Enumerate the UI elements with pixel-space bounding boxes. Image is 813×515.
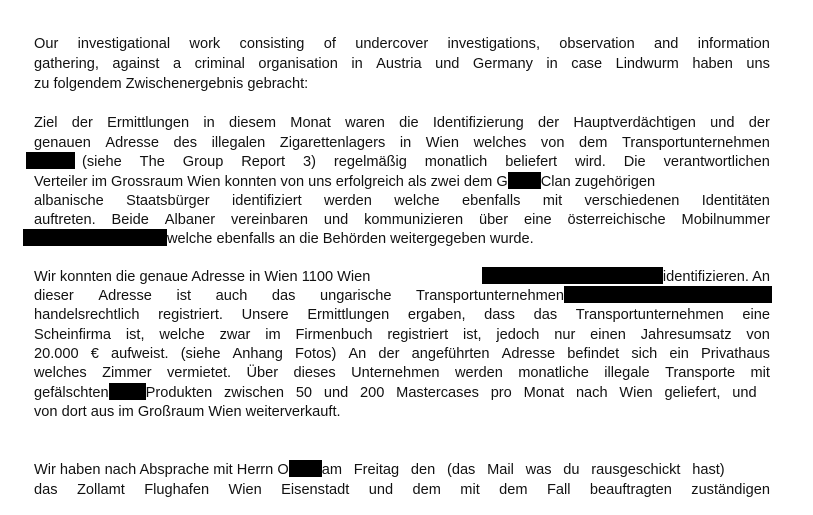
word: einen xyxy=(590,327,626,343)
word: Germany xyxy=(472,56,533,72)
p3-line-3 xyxy=(34,305,770,325)
word: handelsrechtlich xyxy=(34,307,140,323)
word: ist xyxy=(176,288,192,304)
word: rausgeschickt xyxy=(591,462,681,478)
word: Produkten xyxy=(145,385,213,401)
word: An xyxy=(348,346,367,362)
word: das xyxy=(533,307,558,323)
word: investigations, xyxy=(447,36,540,52)
word: The xyxy=(139,154,165,170)
word: Über xyxy=(246,365,279,381)
word: vermietet. xyxy=(167,365,232,381)
word: investigational xyxy=(77,36,171,52)
word: zuständigen xyxy=(691,482,770,498)
word: angeführten xyxy=(411,346,490,362)
redaction-block xyxy=(109,383,146,400)
word: Report xyxy=(241,154,286,170)
word: mit xyxy=(542,193,563,209)
word: case xyxy=(571,56,603,72)
p3-line-5 xyxy=(34,344,770,364)
word: dieses xyxy=(293,365,336,381)
word: den xyxy=(410,462,436,478)
word: Mastercases xyxy=(396,385,479,401)
word: Eisenstadt xyxy=(281,482,350,498)
word: in xyxy=(351,56,363,72)
p3-line-4 xyxy=(34,325,770,345)
word: Identifizierung xyxy=(432,115,524,131)
redaction-block xyxy=(26,152,75,169)
word: werden xyxy=(324,193,372,209)
word: geliefert, xyxy=(664,385,721,401)
word: zwar xyxy=(219,327,251,343)
p2-line-1 xyxy=(34,113,770,133)
p1-line-3: zu folgendem Zwischenergebnis gebracht: xyxy=(34,76,309,92)
word: Anhang xyxy=(232,346,283,362)
p3-line-6 xyxy=(34,363,770,383)
word: albanische xyxy=(34,193,104,209)
word: ungarische xyxy=(320,288,392,304)
word: Lindwurm xyxy=(615,56,679,72)
word: zwischen xyxy=(223,385,285,401)
word: regelmäßig xyxy=(333,154,407,170)
word: dem xyxy=(412,482,441,498)
word: österreichische xyxy=(567,212,666,228)
word: Mail xyxy=(487,462,514,478)
word: Albaner xyxy=(164,212,216,228)
word: dieser xyxy=(34,288,74,304)
word: consisting xyxy=(239,36,305,52)
word: registriert xyxy=(387,327,449,343)
word: Die xyxy=(623,154,646,170)
word: und xyxy=(710,115,735,131)
word: Fotos) xyxy=(294,346,337,362)
word: Unsere xyxy=(241,307,289,323)
word: illegalen xyxy=(211,135,266,151)
redaction-block xyxy=(482,267,663,284)
p2-line-6 xyxy=(34,210,770,230)
p4-line-1-before: Wir haben nach Absprache mit Herrn O xyxy=(34,462,289,478)
word: Staatsbürger xyxy=(126,193,210,209)
word: und xyxy=(323,385,349,401)
word: Monat xyxy=(523,385,565,401)
word: über xyxy=(478,212,509,228)
p2-line-3-text xyxy=(82,152,770,172)
word: welche xyxy=(159,327,205,343)
word: kommunizieren xyxy=(364,212,464,228)
word: criminal xyxy=(194,56,245,72)
word: monatlich xyxy=(424,154,488,170)
word: Ziel xyxy=(34,115,58,131)
word: Wien xyxy=(425,135,460,151)
redaction-block xyxy=(564,286,772,303)
word: Identitäten xyxy=(701,193,770,209)
p2-line-7 xyxy=(23,229,759,249)
word: uns xyxy=(746,56,770,72)
word: registriert. xyxy=(158,307,223,323)
word: dass xyxy=(484,307,515,323)
word: Our xyxy=(34,36,59,52)
p3-line-1-right xyxy=(482,267,770,287)
word: von xyxy=(540,135,565,151)
word: der xyxy=(378,346,400,362)
word: work xyxy=(189,36,221,52)
word: in xyxy=(203,115,215,131)
word: ebenfalls xyxy=(461,193,521,209)
redaction-block xyxy=(289,460,322,477)
p3-line-2 xyxy=(34,286,774,306)
word: Transporte xyxy=(665,365,736,381)
p3-line-2-before xyxy=(34,286,564,306)
word: jedoch xyxy=(496,327,540,343)
word: 3) xyxy=(302,154,316,170)
word: mit xyxy=(750,365,770,381)
word: auftreten. xyxy=(34,212,96,228)
word: Beide xyxy=(111,212,149,228)
word: Zollamt xyxy=(76,482,125,498)
word: dem xyxy=(579,135,608,151)
p4-line-1-after xyxy=(322,460,725,480)
word: sich xyxy=(631,346,658,362)
word: Unternehmen xyxy=(351,365,440,381)
word: Adresse xyxy=(105,135,159,151)
word: and xyxy=(654,36,679,52)
word: of xyxy=(323,36,336,52)
word: Hauptverdächtigen xyxy=(573,115,696,131)
p2-line-4 xyxy=(34,172,770,192)
word: eine xyxy=(524,212,552,228)
word: und xyxy=(368,482,394,498)
word: Adresse xyxy=(501,346,556,362)
word: (das xyxy=(446,462,476,478)
word: was xyxy=(525,462,552,478)
p4-line-2 xyxy=(34,480,770,500)
word: Fall xyxy=(546,482,571,498)
word: am xyxy=(321,462,342,478)
word: verschiedenen xyxy=(584,193,680,209)
word: (siehe xyxy=(180,346,221,362)
word: der xyxy=(748,115,770,131)
word: Wien xyxy=(619,385,653,401)
word: in xyxy=(399,135,412,151)
p2-line-4-before: Verteiler im Grossraum Wien konnten von uns erfolgreich als zwei dem G xyxy=(34,174,508,190)
p2-line-7-after: welche ebenfalls an die Behörden weitergegeben wurde. xyxy=(167,231,534,247)
word: organisation xyxy=(258,56,338,72)
word: 20.000 xyxy=(34,346,79,362)
word: Transportunternehmen xyxy=(621,135,770,151)
word: Jahresumsatz xyxy=(640,327,732,343)
p3-line-8: von dort aus im Großraum Wien weiterverkauft. xyxy=(34,404,341,420)
word: welches xyxy=(34,365,87,381)
word: von xyxy=(746,327,770,343)
word: in xyxy=(546,56,558,72)
p3-line-1-after: identifizieren. An xyxy=(662,269,770,285)
word: das xyxy=(271,288,296,304)
word: diesem xyxy=(228,115,277,131)
word: vereinbaren xyxy=(230,212,309,228)
word: (siehe xyxy=(82,154,122,170)
word: undercover xyxy=(355,36,429,52)
word: verantwortlichen xyxy=(663,154,770,170)
word: Firmenbuch xyxy=(295,327,373,343)
word: against xyxy=(112,56,160,72)
p1-line-1 xyxy=(34,34,770,54)
redaction-block xyxy=(508,172,541,189)
word: die xyxy=(399,115,419,131)
word: welche xyxy=(394,193,440,209)
word: a xyxy=(172,56,182,72)
word: haben xyxy=(692,56,733,72)
word: Ermittlungen xyxy=(107,115,190,131)
word: observation xyxy=(559,36,635,52)
word: welches xyxy=(473,135,527,151)
word: monatliche xyxy=(518,365,589,381)
p3-line-7-before: gefälschten xyxy=(34,385,109,401)
p3-line-1-before: Wir konnten die genaue Adresse in Wien 1100 Wien xyxy=(34,269,371,285)
word: Ermittlungen xyxy=(307,307,390,323)
word: der xyxy=(71,115,93,131)
word: dem xyxy=(499,482,528,498)
word: und xyxy=(323,212,349,228)
p4-line-1 xyxy=(34,460,770,480)
word: ist, xyxy=(125,327,145,343)
p2-line-2 xyxy=(34,133,770,153)
word: 200 xyxy=(360,385,385,401)
word: eine xyxy=(742,307,770,323)
word: Mobilnummer xyxy=(681,212,770,228)
word: Transportunternehmen xyxy=(416,288,564,304)
word: beauftragten xyxy=(589,482,672,498)
word: Transportunternehmen xyxy=(575,307,724,323)
word: gathering, xyxy=(34,56,99,72)
p3-line-7-after xyxy=(146,383,757,403)
word: mit xyxy=(460,482,480,498)
word: Wien xyxy=(228,482,262,498)
word: ein xyxy=(669,346,689,362)
word: im xyxy=(265,327,281,343)
word: Monat xyxy=(290,115,331,131)
word: auch xyxy=(215,288,248,304)
word: nur xyxy=(554,327,576,343)
word: € xyxy=(90,346,99,362)
word: Privathaus xyxy=(701,346,770,362)
word: der xyxy=(538,115,560,131)
p2-line-4-after: Clan zugehörigen xyxy=(540,174,656,190)
word: wird. xyxy=(575,154,606,170)
word: aufweist. xyxy=(110,346,169,362)
word: pro xyxy=(490,385,512,401)
word: Zigarettenlagers xyxy=(279,135,386,151)
word: 50 xyxy=(295,385,313,401)
word: information xyxy=(697,36,770,52)
p2-line-5 xyxy=(34,191,770,211)
word: Freitag xyxy=(353,462,400,478)
word: genauen xyxy=(34,135,91,151)
word: Scheinfirma xyxy=(34,327,112,343)
word: befindet xyxy=(567,346,620,362)
word: ist, xyxy=(462,327,482,343)
word: beliefert xyxy=(505,154,558,170)
word: du xyxy=(563,462,580,478)
word: werden xyxy=(454,365,503,381)
word: und xyxy=(732,385,757,401)
word: Adresse xyxy=(98,288,152,304)
word: des xyxy=(173,135,198,151)
word: illegale xyxy=(604,365,650,381)
word: hast) xyxy=(692,462,725,478)
word: Austria xyxy=(376,56,422,72)
word: waren xyxy=(345,115,385,131)
p2-line-3 xyxy=(26,152,770,172)
word: Group xyxy=(182,154,224,170)
redaction-block xyxy=(23,229,167,246)
p3-line-1 xyxy=(34,267,770,287)
word: ergaben, xyxy=(407,307,466,323)
p1-line-2 xyxy=(34,54,770,74)
p3-line-7 xyxy=(34,383,770,403)
word: das xyxy=(34,482,58,498)
word: und xyxy=(435,56,460,72)
word: identifiziert xyxy=(231,193,302,209)
word: Flughafen xyxy=(144,482,210,498)
word: nach xyxy=(575,385,608,401)
word: Zimmer xyxy=(102,365,152,381)
